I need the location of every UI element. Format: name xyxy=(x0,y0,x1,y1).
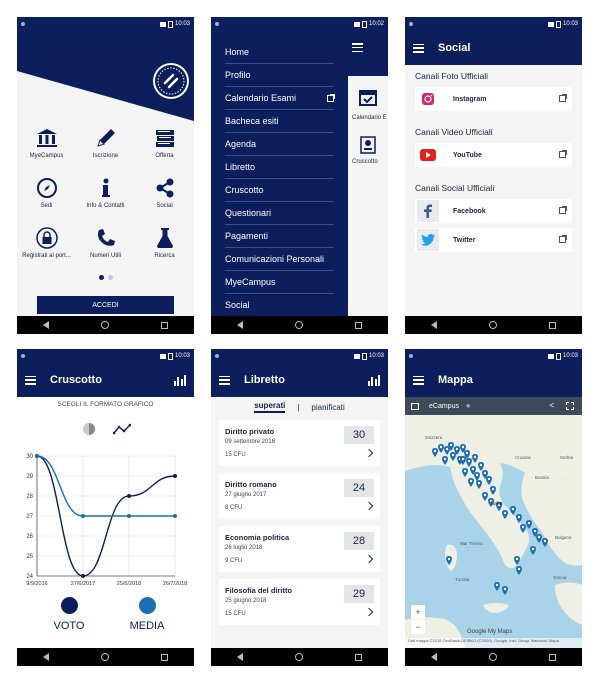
screen-mappa xyxy=(405,349,582,666)
bar-chart-icon[interactable] xyxy=(368,375,380,386)
data-point-media xyxy=(127,514,131,518)
map-pin-dot xyxy=(462,458,464,460)
youtube-icon xyxy=(417,144,439,166)
map-label-bosnia: Bosnia xyxy=(535,475,549,480)
x-tick-label: 25/6/2018 xyxy=(116,581,142,587)
grid-item-sedi[interactable] xyxy=(17,177,76,209)
x-tick-label: 26/7/2018 xyxy=(162,581,188,587)
map-pin-dot xyxy=(484,494,486,496)
menu-item-social[interactable]: Social xyxy=(225,294,334,317)
exam-name: Filosofia del diritto xyxy=(225,586,293,595)
battery-icon xyxy=(362,353,367,360)
exam-card[interactable] xyxy=(219,579,380,625)
map-pin-icon[interactable] xyxy=(494,582,500,591)
google-attribution: Google My Maps xyxy=(467,629,513,635)
chevron-right-icon xyxy=(365,555,373,563)
peek-label-cruscotto[interactable]: Cruscotto xyxy=(352,159,378,165)
battery-icon xyxy=(168,21,173,28)
exam-grade: 28 xyxy=(344,532,374,550)
map-pin-dot xyxy=(474,456,476,458)
app-bar xyxy=(17,363,194,397)
page-indicator xyxy=(17,275,194,280)
facebook-icon xyxy=(417,200,439,222)
wifi-icon xyxy=(354,354,360,359)
exam-date: 27 giugno 2017 xyxy=(225,492,267,498)
menu-item-myecampus[interactable]: MyeCampus xyxy=(225,271,334,294)
page-title: Libretto xyxy=(244,374,285,386)
home-icon[interactable] xyxy=(295,653,303,661)
map-pin-icon[interactable] xyxy=(542,538,548,547)
fullscreen-icon[interactable] xyxy=(566,402,574,410)
screen-cruscotto xyxy=(17,349,194,666)
calendar-check-icon xyxy=(358,87,378,107)
exam-cfu: 8 CFU xyxy=(225,505,243,511)
map-label-serbia: Serbia xyxy=(560,455,574,460)
content-peek xyxy=(348,31,388,316)
line-format-icon[interactable] xyxy=(113,423,131,435)
map-pin-dot xyxy=(488,478,490,480)
android-nav-bar xyxy=(211,648,388,666)
wifi-icon xyxy=(548,354,554,359)
map-pin-dot xyxy=(480,464,482,466)
voto-swatch xyxy=(61,597,78,614)
grid-item-label: Offerta xyxy=(155,153,174,159)
screen-social xyxy=(405,17,582,334)
external-link-icon xyxy=(559,207,566,214)
map-pin-dot xyxy=(512,508,514,510)
land-sicily xyxy=(483,603,509,613)
menu-item-questionari[interactable]: Questionari xyxy=(225,202,334,225)
page-dot[interactable] xyxy=(108,275,113,280)
screen-home xyxy=(17,17,194,334)
battery-icon xyxy=(556,21,561,28)
wifi-icon xyxy=(354,22,360,27)
chevron-right-icon xyxy=(365,449,373,457)
map-pin-dot xyxy=(492,488,494,490)
twitter-icon xyxy=(417,229,439,251)
menu-item-profilo[interactable]: Profilo xyxy=(225,64,334,87)
app-bar xyxy=(405,31,582,65)
exam-date: 25 giugno 2018 xyxy=(225,598,267,604)
screen-libretto xyxy=(211,349,388,666)
exam-card[interactable] xyxy=(219,473,380,519)
chevron-right-icon xyxy=(365,608,373,616)
grid-item-registrati[interactable] xyxy=(17,227,76,259)
menu-item-home[interactable]: Home xyxy=(225,41,334,64)
nav-drawer xyxy=(211,31,348,316)
hamburger-icon[interactable] xyxy=(413,44,424,53)
map-label-grecia: Grecia xyxy=(553,575,567,580)
grid-item-iscrizione[interactable] xyxy=(76,127,135,159)
map-pin-dot xyxy=(440,446,442,448)
data-point-voto xyxy=(127,494,131,498)
exam-name: Diritto privato xyxy=(225,427,275,436)
map-pin-dot xyxy=(532,548,534,550)
data-point-voto xyxy=(173,474,177,478)
section-title-video: Canali Video Ufficiali xyxy=(415,127,493,137)
media-swatch xyxy=(139,597,156,614)
grid-item-label: Ricerca xyxy=(154,253,175,259)
android-nav-bar xyxy=(405,316,582,334)
section-title-foto: Canali Foto Ufficiali xyxy=(415,71,489,81)
exam-name: Economia politica xyxy=(225,533,290,542)
map-layer-name: eCampus xyxy=(429,402,459,410)
page-dot-active[interactable] xyxy=(99,275,104,280)
notification-icon xyxy=(409,22,413,26)
map-toolbar xyxy=(405,397,582,415)
menu-item-label: Calendario Esami xyxy=(225,93,297,103)
page-title: Mappa xyxy=(438,374,473,386)
grid-item-myecampus[interactable] xyxy=(17,127,76,159)
battery-icon xyxy=(362,21,367,28)
university-logo-icon xyxy=(153,63,189,99)
land-balkans xyxy=(521,473,582,566)
flask-icon xyxy=(154,227,176,249)
compass-icon xyxy=(36,177,58,199)
map-pin-dot xyxy=(496,584,498,586)
home-icon[interactable] xyxy=(101,653,109,661)
back-icon[interactable] xyxy=(43,653,49,661)
map-pin-dot xyxy=(538,536,540,538)
section-title-social: Canali Social Ufficiali xyxy=(415,183,495,193)
chart-format-caption: SCEGLI IL FORMATO GRAFICO xyxy=(57,401,154,408)
data-point-media xyxy=(35,454,39,458)
pie-format-icon[interactable] xyxy=(82,422,96,436)
android-nav-bar xyxy=(405,648,582,666)
share-icon[interactable]: < xyxy=(549,401,554,410)
map-pin-dot xyxy=(484,472,486,474)
recents-icon[interactable] xyxy=(161,654,168,661)
tab-pianificati[interactable]: pianificati xyxy=(311,402,345,412)
map-pin-dot xyxy=(452,454,454,456)
map-pin-icon[interactable] xyxy=(530,546,536,555)
data-point-media xyxy=(173,514,177,518)
status-time: 10:03 xyxy=(174,353,190,359)
status-bar xyxy=(405,349,582,363)
social-label: Instagram xyxy=(453,95,487,103)
map-pin-dot xyxy=(534,530,536,532)
land-greece xyxy=(555,583,582,626)
home-icon[interactable] xyxy=(489,321,497,329)
libretto-tabs xyxy=(211,397,388,417)
exam-card[interactable] xyxy=(219,420,380,466)
grid-item-label: MyeCampus xyxy=(29,153,64,159)
map-pin-dot xyxy=(528,522,530,524)
status-bar xyxy=(211,349,388,363)
map-pin-dot xyxy=(434,450,436,452)
notification-icon xyxy=(215,22,219,26)
back-icon[interactable] xyxy=(431,321,437,329)
social-label: Twitter xyxy=(453,236,476,244)
back-icon[interactable] xyxy=(237,321,243,329)
tab-superati[interactable]: superati xyxy=(254,401,285,413)
map-pin-dot xyxy=(456,448,458,450)
map-pin-dot xyxy=(468,460,470,462)
recents-icon[interactable] xyxy=(161,322,168,329)
map-canvas[interactable] xyxy=(405,415,582,648)
status-time: 10:03 xyxy=(562,353,578,359)
page-title: Cruscotto xyxy=(50,374,102,386)
line-chart xyxy=(17,446,194,596)
back-icon[interactable] xyxy=(237,653,243,661)
external-link-icon xyxy=(327,95,334,102)
battery-icon xyxy=(168,353,173,360)
social-card-twitter[interactable] xyxy=(415,228,572,252)
map-view[interactable] xyxy=(405,415,582,648)
recents-icon[interactable] xyxy=(549,322,556,329)
map-footer: Dati mappa ©2018 GeoBasis-DE/BKG (©2009), Google, Inst. Geogr. Nacional, Mapa xyxy=(405,638,582,648)
layers-panel-icon[interactable] xyxy=(411,403,419,410)
legend-media[interactable] xyxy=(117,597,177,632)
exam-card[interactable] xyxy=(219,526,380,572)
zoom-in-button[interactable]: + xyxy=(411,605,425,619)
exam-cfu: 15 CFU xyxy=(225,611,246,617)
grid-item-label: Sedi xyxy=(40,203,53,209)
pencil-icon xyxy=(95,127,117,149)
exam-grade: 24 xyxy=(344,479,374,497)
legend-label: MEDIA xyxy=(129,620,165,632)
grid-item-offerta[interactable] xyxy=(135,127,194,159)
social-label: YouTube xyxy=(453,151,482,159)
peek-header xyxy=(348,31,388,76)
y-tick-label: 28 xyxy=(26,494,33,500)
wifi-icon xyxy=(160,22,166,27)
home-icon[interactable] xyxy=(489,653,497,661)
info-icon xyxy=(95,177,117,199)
accedi-button[interactable]: ACCEDI xyxy=(37,296,174,314)
share-icon xyxy=(154,177,176,199)
map-label-mar-tirreno: Mar Tirreno xyxy=(460,541,484,546)
map-pin-dot xyxy=(466,452,468,454)
data-point-media xyxy=(81,514,85,518)
y-tick-label: 29 xyxy=(26,474,33,480)
lock-icon xyxy=(36,227,58,249)
bar-chart-icon[interactable] xyxy=(174,375,186,386)
home-icon[interactable] xyxy=(295,321,303,329)
exam-date: 26 luglio 2018 xyxy=(225,545,263,551)
map-label-svizzera: Svizzera xyxy=(425,435,443,440)
notification-icon xyxy=(409,354,413,358)
x-tick-label: 27/6/2017 xyxy=(70,581,96,587)
external-link-icon xyxy=(559,236,566,243)
menu-item-cruscotto[interactable]: Cruscotto xyxy=(225,179,334,202)
wifi-icon xyxy=(160,354,166,359)
legend-label: VOTO xyxy=(53,620,85,632)
map-pin-icon[interactable] xyxy=(536,534,542,543)
back-icon[interactable] xyxy=(431,653,437,661)
grid-item-ricerca[interactable] xyxy=(135,227,194,259)
grid-item-label: Info & Contatti xyxy=(86,203,125,209)
bank-icon xyxy=(36,127,58,149)
exam-grade: 30 xyxy=(344,426,374,444)
y-tick-label: 27 xyxy=(26,514,33,520)
recents-icon[interactable] xyxy=(355,322,362,329)
hamburger-icon[interactable] xyxy=(219,376,230,385)
y-tick-label: 30 xyxy=(26,454,33,460)
map-label-croazia: Croazia xyxy=(515,455,531,460)
hamburger-icon[interactable] xyxy=(413,376,424,385)
map-pin-dot xyxy=(464,470,466,472)
menu-item-comunicazioni[interactable]: Comunicazioni Personali xyxy=(225,248,334,271)
zoom-out-button[interactable]: − xyxy=(411,620,425,634)
grid-item-label: Registrati al port... xyxy=(22,253,71,259)
social-card-facebook[interactable] xyxy=(415,199,572,223)
map-pin-dot xyxy=(504,512,506,514)
external-link-icon xyxy=(559,151,566,158)
tab-separator: | xyxy=(297,402,300,412)
exam-name: Diritto romano xyxy=(225,480,277,489)
status-bar xyxy=(17,17,194,31)
map-pin-dot xyxy=(504,588,506,590)
exam-cfu: 9 CFU xyxy=(225,558,243,564)
map-pin-dot xyxy=(478,482,480,484)
menu-item-pagamenti[interactable]: Pagamenti xyxy=(225,225,334,248)
y-tick-label: 26 xyxy=(26,534,33,540)
menu-item-agenda[interactable]: Agenda xyxy=(225,133,334,156)
status-time: 10:03 xyxy=(562,21,578,27)
phone-icon xyxy=(95,227,117,249)
instagram-icon xyxy=(417,88,439,110)
map-label-tunisia: Tunisia xyxy=(455,577,470,582)
exam-date: 09 settembre 2016 xyxy=(225,439,276,445)
hamburger-icon[interactable] xyxy=(352,43,363,52)
map-pin-dot xyxy=(472,468,474,470)
screen-menu xyxy=(211,17,388,334)
exam-cfu: 15 CFU xyxy=(225,452,246,458)
grid-item-label: Social xyxy=(156,203,173,209)
exam-grade: 29 xyxy=(344,585,374,603)
map-pin-dot xyxy=(544,540,546,542)
wifi-icon xyxy=(548,22,554,27)
dashboard-icon xyxy=(359,135,377,155)
back-icon[interactable] xyxy=(43,321,49,329)
chevron-right-icon xyxy=(365,502,373,510)
status-time: 10:02 xyxy=(368,21,384,27)
map-pin-icon[interactable] xyxy=(502,586,508,595)
y-tick-label: 24 xyxy=(26,574,33,580)
peek-label-calendario[interactable]: Calendario E xyxy=(352,115,387,121)
map-pin-dot xyxy=(518,568,520,570)
notification-icon xyxy=(21,22,25,26)
menu-item-libretto[interactable]: Libretto xyxy=(225,156,334,179)
menu-item-calendario[interactable] xyxy=(225,87,334,110)
map-pin-dot xyxy=(444,458,446,460)
status-time: 10:03 xyxy=(368,353,384,359)
home-icon[interactable] xyxy=(101,321,109,329)
map-pin-icon[interactable] xyxy=(516,566,522,575)
map-pin-dot xyxy=(522,526,524,528)
map-pin-dot xyxy=(450,444,452,446)
map-pin-dot xyxy=(518,516,520,518)
battery-icon xyxy=(556,353,561,360)
legend-voto[interactable] xyxy=(39,597,99,632)
android-nav-bar xyxy=(211,316,388,334)
hamburger-icon[interactable] xyxy=(25,376,36,385)
grid-item-social[interactable] xyxy=(135,177,194,209)
map-label-italia: Italia xyxy=(491,501,503,507)
menu-item-bacheca[interactable]: Bacheca esiti xyxy=(225,110,334,133)
android-nav-bar xyxy=(17,316,194,334)
recents-icon[interactable] xyxy=(549,654,556,661)
app-bar xyxy=(211,363,388,397)
map-pin-icon[interactable] xyxy=(526,520,532,529)
external-link-icon xyxy=(559,95,566,102)
map-label-bulgaria: Bulgaria xyxy=(555,535,572,540)
map-pin-dot xyxy=(448,558,450,560)
map-pin-dot xyxy=(476,474,478,476)
map-pin-dot xyxy=(446,448,448,450)
map-pin-dot xyxy=(462,446,464,448)
page-title: Social xyxy=(438,42,471,54)
map-pin-dot xyxy=(470,480,472,482)
books-icon xyxy=(154,127,176,149)
grid-item-label: Numeri Utili xyxy=(89,253,121,259)
status-time: 10:03 xyxy=(174,21,190,27)
social-card-instagram[interactable] xyxy=(415,87,572,111)
notification-icon xyxy=(21,354,25,358)
status-bar xyxy=(17,349,194,363)
status-bar xyxy=(405,17,582,31)
y-tick-label: 25 xyxy=(26,554,33,560)
app-bar xyxy=(405,363,582,397)
social-label: Facebook xyxy=(453,207,486,215)
social-card-youtube[interactable] xyxy=(415,143,572,167)
recents-icon[interactable] xyxy=(355,654,362,661)
grid-item-label: Iscrizione xyxy=(92,153,119,159)
status-bar xyxy=(211,17,388,31)
data-point-voto xyxy=(81,574,85,578)
grid-item-numeri-utili[interactable] xyxy=(76,227,135,259)
map-pin-dot xyxy=(516,558,518,560)
notification-icon xyxy=(215,354,219,358)
x-tick-label: 9/9/2016 xyxy=(26,581,48,587)
grid-item-info[interactable] xyxy=(76,177,135,209)
star-icon[interactable]: ★ xyxy=(464,403,472,410)
android-nav-bar xyxy=(17,648,194,666)
header-banner xyxy=(17,31,194,121)
